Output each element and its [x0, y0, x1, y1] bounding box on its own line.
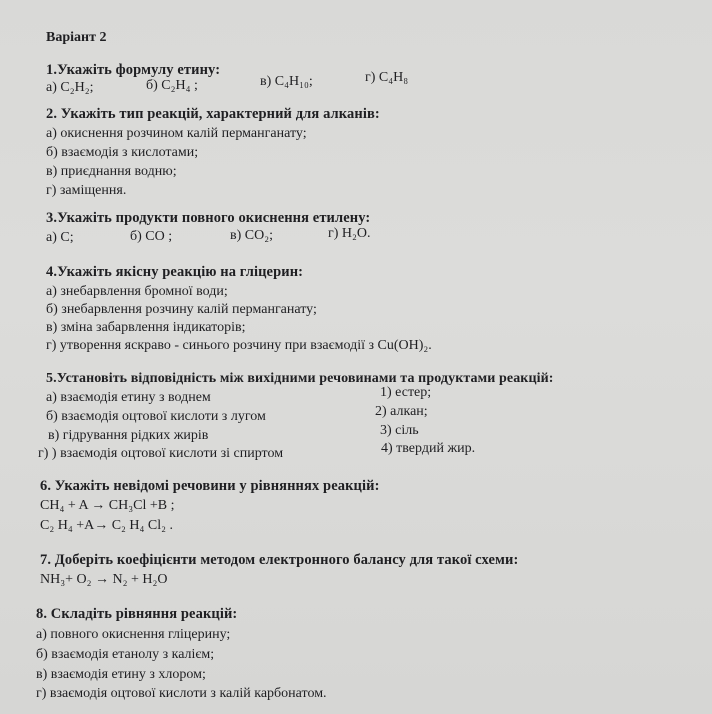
q4-option-a: а) знебарвлення бромної води;	[46, 284, 228, 299]
q1-option-d: г) C₄H₈	[365, 70, 409, 85]
q5-right-2: 2) алкан;	[375, 404, 428, 419]
q4-option-d: г) утворення яскраво - синього розчину при взаємодії з Cu(OH)₂.	[46, 338, 432, 353]
q3-option-a: а) C;	[46, 230, 74, 245]
question-2: 2. Укажіть тип реакцій, характерний для алканів:	[46, 106, 380, 122]
q8-option-d: г) взаємодія оцтової кислоти з калій карбонатом.	[36, 686, 327, 701]
question-6: 6. Укажіть невідомі речовини у рівняннях реакцій:	[40, 478, 380, 494]
question-7: 7. Доберіть коефіцієнти методом електронного балансу для такої схеми:	[40, 552, 519, 568]
q4-option-c: в) зміна забарвлення індикаторів;	[46, 320, 246, 335]
question-5: 5.Установіть відповідність між вихідними речовинами та продуктами реакцій:	[46, 371, 554, 386]
q1-option-c: в) C₄H₁₀;	[260, 74, 313, 89]
q6-equation-1: CH₄ + A → CH₃Cl +B ;	[40, 498, 175, 513]
q5-right-1: 1) естер;	[380, 385, 432, 400]
q8-option-a: а) повного окиснення гліцерину;	[36, 627, 231, 642]
q2-option-b: б) взаємодія з кислотами;	[46, 145, 199, 160]
q8-option-c: в) взаємодія етину з хлором;	[36, 667, 206, 682]
q5-left-c: в) гідрування рідких жирів	[48, 428, 209, 443]
q3-option-c: в) CO₂;	[230, 228, 273, 243]
question-1: 1.Укажіть формулу етину:	[46, 62, 221, 78]
question-4: 4.Укажіть якісну реакцію на гліцерин:	[46, 264, 304, 280]
q8-option-b: б) взаємодія етанолу з калієм;	[36, 647, 215, 662]
q2-option-c: в) приєднання водню;	[46, 164, 177, 179]
q7-equation: NH₃+ O₂ → N₂ + H₂O	[40, 572, 168, 587]
q2-option-d: г) заміщення.	[46, 183, 127, 198]
question-3: 3.Укажіть продукти повного окиснення етилену:	[46, 210, 371, 226]
q5-right-4: 4) твердий жир.	[381, 441, 476, 456]
q5-left-a: а) взаємодія етину з воднем	[46, 390, 211, 405]
q3-option-b: б) CO ;	[130, 229, 173, 244]
question-8: 8. Складіть рівняння реакцій:	[36, 606, 238, 622]
q5-left-b: б) взаємодія оцтової кислоти з лугом	[46, 409, 266, 424]
q5-right-3: 3) сіль	[380, 423, 419, 438]
variant-title: Варіант 2	[46, 30, 107, 45]
q6-equation-2: C₂ H₄ +A→ C₂ H₄ Cl₂ .	[40, 518, 174, 533]
q2-option-a: а) окиснення розчином калій перманганату;	[46, 126, 307, 141]
q1-option-b: б) C₂H₄ ;	[146, 78, 198, 93]
q4-option-b: б) знебарвлення розчину калій перманганату;	[46, 302, 317, 317]
q5-left-d: г) ) взаємодія оцтової кислоти зі спиртом	[38, 446, 284, 461]
q3-option-d: г) H₂O.	[328, 226, 371, 241]
q1-option-a: а) C₂H₂;	[46, 80, 94, 95]
